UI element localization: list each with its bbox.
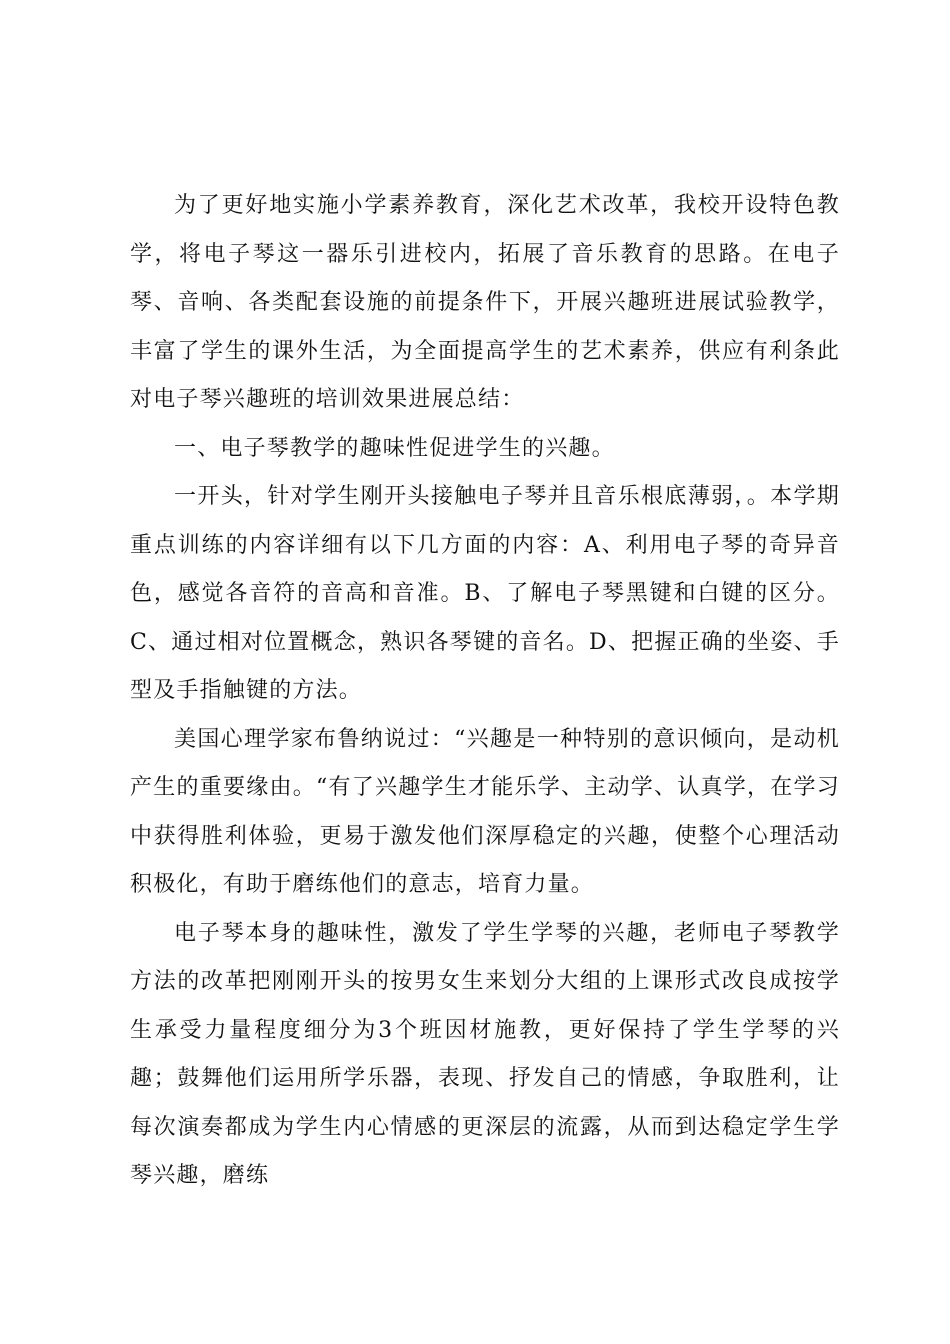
paragraph-intro: 为了更好地实施小学素养教育，深化艺术改革，我校开设特色教学，将电子琴这一器乐引进校内，拓展了音乐教育的思路。在电子琴、音响、各类配套设施的前提条件下，开展兴趣班进展试验教学，丰富了学生的课外生活，为全面提高学生的艺术素养，供应有利条此对电子琴兴趣班的培训效果进展总结： [130,193,840,412]
document-body [130,182,840,1201]
paragraph-bruner-quote: 美国心理学家布鲁纳说过：“兴趣是一种特别的意识倾向，是动机产生的重要缘由。“有了兴趣学生才能乐学、主动学、认真学，在学习中获得胜利体验，更易于激发他们深厚稳定的兴趣，使整个心理活动积极化，有助于磨练他们的意志，培育力量。 [130,726,840,897]
paragraph-teaching-reform: 电子琴本身的趣味性，激发了学生学琴的兴趣，老师电子琴教学方法的改革把刚刚开头的按男女生来划分大组的上课形式改良成按学生承受力量程度细分为3个班因材施教，更好保持了学生学琴的兴趣；鼓舞他们运用所学乐器，表现、抒发自己的情感，争取胜利，让每次演奏都成为学生内心情感的更深层的流露，从而到达稳定学生学琴兴趣，磨练 [130,920,840,1188]
paragraph-training-content: 一开头，针对学生刚开头接触电子琴并且音乐根底薄弱，。本学期重点训练的内容详细有以下几方面的内容：A、利用电子琴的奇异音色，感觉各音符的音高和音准。B、了解电子琴黑键和白键的区分。C、通过相对位置概念，熟识各琴键的音名。D、把握正确的坐姿、手型及手指触键的方法。 [130,484,840,703]
section-heading-1: 一、电子琴教学的趣味性促进学生的兴趣。 [174,435,615,461]
